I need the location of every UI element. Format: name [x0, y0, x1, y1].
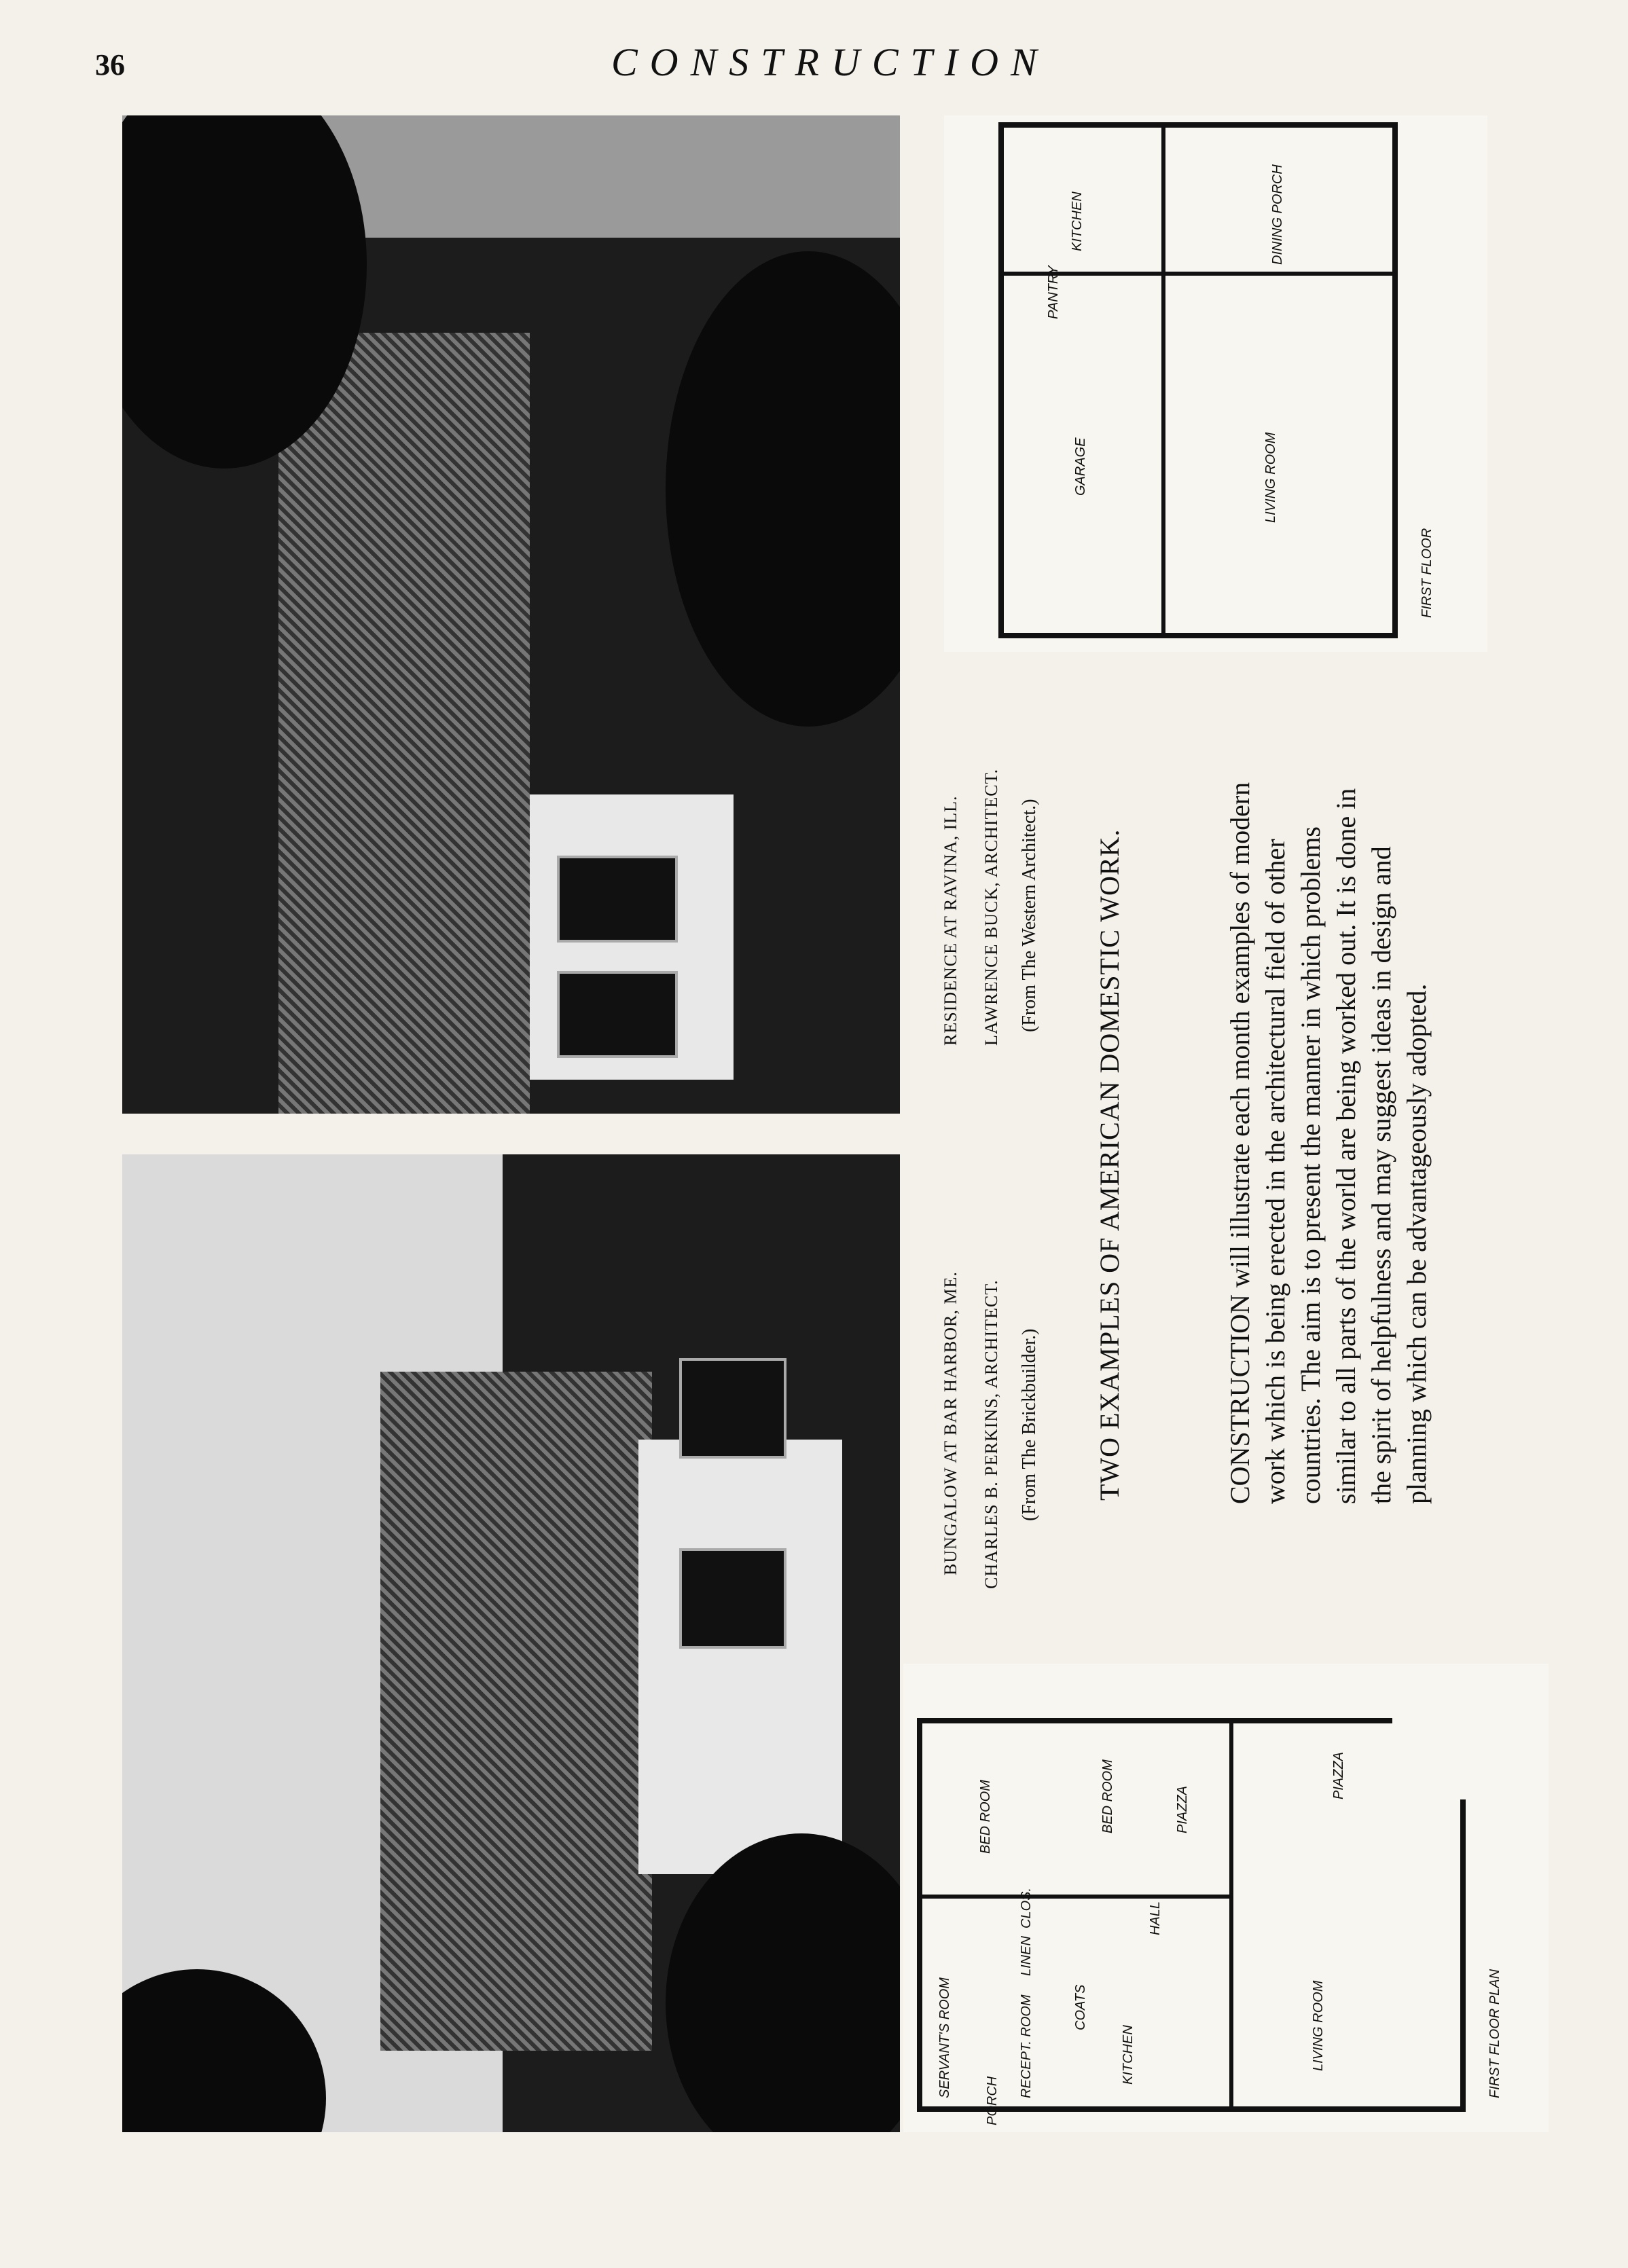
plan-label-first-floor-plan: FIRST FLOOR PLAN — [1487, 1969, 1502, 2098]
plan-label-living-room: LIVING ROOM — [1311, 1980, 1326, 2071]
plan-label-hall: HALL — [1148, 1901, 1163, 1935]
plan-label-clos: CLOS. — [1019, 1887, 1034, 1928]
plan-label-servants-room: SERVANT'S ROOM — [937, 1977, 952, 2098]
body-paragraph: CONSTRUCTION will illustrate each month examples of modern work which is being erected in the architectural field of other countries. The aim is to present the manner in which problems similar to all parts of the world are being worked out. It is done in the spirit of helpfulness and may suggest ideas in design and planning which can be advantageously adopted. — [1225, 782, 1432, 1504]
plan-label-piazza-2: PIAZZA — [1331, 1751, 1346, 1799]
plan-label-dining-porch: DINING PORCH — [1270, 164, 1285, 265]
plan-label-linen: LINEN — [1019, 1936, 1034, 1976]
section-title: TWO EXAMPLES OF AMERICAN DOMESTIC WORK. — [1094, 828, 1125, 1501]
page-number: 36 — [95, 48, 125, 81]
plan-label-first-floor: FIRST FLOOR — [1419, 528, 1434, 618]
plan-label-bed-room-1: BED ROOM — [978, 1780, 993, 1854]
plan-label-living-room: LIVING ROOM — [1263, 432, 1278, 523]
plan-label-recept-room: RECEPT. ROOM — [1019, 1994, 1034, 2098]
plan-label-kitchen: KITCHEN — [1070, 191, 1085, 251]
running-title: CONSTRUCTION — [611, 40, 1049, 84]
plan-label-porch: PORCH — [985, 2076, 1000, 2125]
plan-label-piazza-1: PIAZZA — [1175, 1785, 1190, 1833]
bungalow-caption-architect: CHARLES B. PERKINS, ARCHITECT. — [981, 1279, 1001, 1589]
plan-label-kitchen: KITCHEN — [1121, 2025, 1136, 2085]
plan-label-coats: COATS — [1073, 1984, 1088, 2030]
residence-caption-location: RESIDENCE AT RAVINA, ILL. — [941, 795, 960, 1046]
plan-label-pantry: PANTRY — [1046, 266, 1061, 319]
bungalow-floor-plan — [903, 1664, 1549, 2132]
bungalow-photo — [122, 1154, 900, 2132]
residence-caption-architect: LAWRENCE BUCK, ARCHITECT. — [981, 768, 1001, 1046]
residence-caption-source: (From The Western Architect.) — [1019, 799, 1040, 1032]
bungalow-caption-source: (From The Brickbuilder.) — [1019, 1328, 1040, 1521]
bungalow-caption-location: BUNGALOW AT BAR HARBOR, ME. — [941, 1271, 960, 1575]
plan-label-bed-room-2: BED ROOM — [1100, 1759, 1115, 1833]
residence-floor-plan — [944, 115, 1487, 652]
residence-photo — [122, 115, 900, 1114]
plan-label-garage: GARAGE — [1073, 437, 1088, 496]
